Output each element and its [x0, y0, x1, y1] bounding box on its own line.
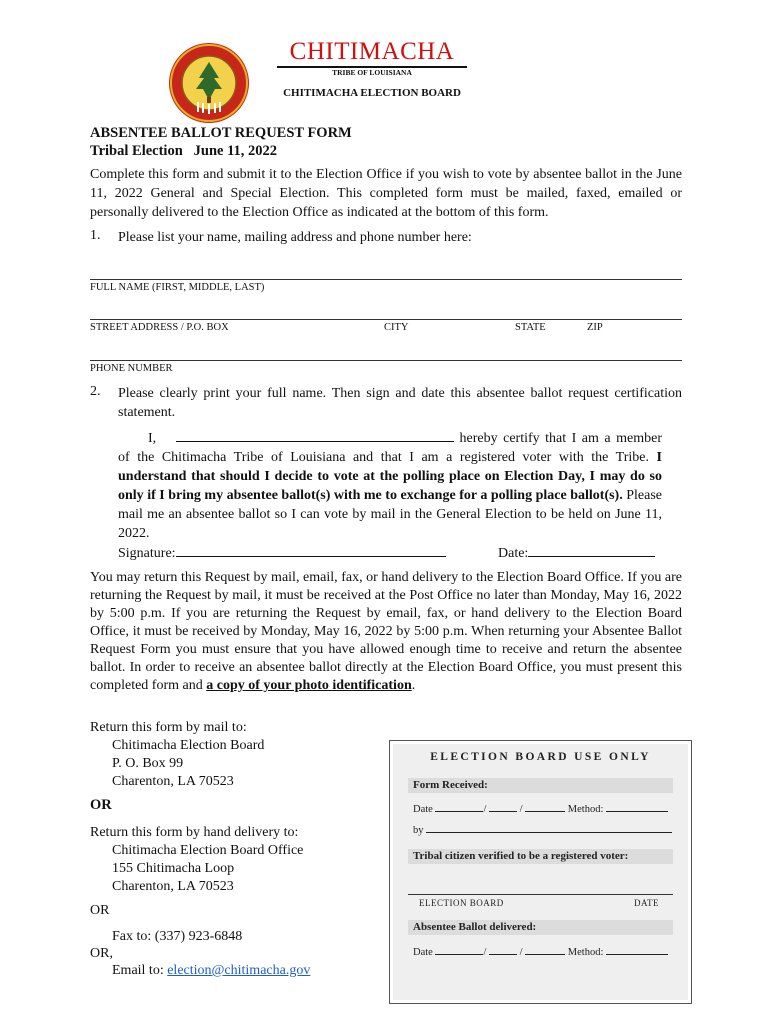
or-comma: OR,	[90, 946, 113, 961]
received-method-field[interactable]	[606, 802, 668, 812]
mail-section	[90, 719, 264, 791]
form-subtitle: Tribal Election June 11, 2022	[90, 143, 278, 159]
cert-text: hereby certify that I am a member of the Chitimacha Tribe of Louisiana and that I am a registered voter with the Tribe.	[118, 431, 662, 465]
form-title: ABSENTEE BALLOT REQUEST FORM	[90, 125, 352, 141]
cert-i: I,	[148, 431, 157, 446]
address-field[interactable]	[90, 319, 682, 320]
election-board-inner	[393, 744, 688, 1000]
date-label: Date:	[498, 546, 529, 561]
election-board-title: ELECTION BOARD USE ONLY	[430, 751, 651, 763]
received-method-label: Method:	[567, 804, 604, 815]
date-field[interactable]	[528, 543, 655, 557]
delivered-month-field[interactable]	[435, 945, 483, 955]
received-year-field[interactable]	[525, 802, 565, 812]
email-label: Email to:	[112, 963, 168, 978]
tribal-seal-logo	[168, 42, 250, 124]
received-day-field[interactable]	[489, 802, 517, 812]
org-subtitle: TRIBE OF LOUISIANA	[332, 68, 412, 77]
delivered-method-field[interactable]	[606, 945, 668, 955]
date-row	[498, 543, 655, 562]
board-name: CHITIMACHA ELECTION BOARD	[283, 87, 461, 99]
received-month-field[interactable]	[435, 802, 483, 812]
mail-line: P. O. Box 99	[112, 756, 184, 771]
delivered-method-label: Method:	[567, 947, 604, 958]
email-link[interactable]: election@chitimacha.gov	[167, 963, 311, 978]
hand-line: 155 Chitimacha Loop	[112, 861, 235, 876]
mail-line: Chitimacha Election Board	[112, 738, 265, 753]
received-by-field[interactable]	[426, 823, 672, 833]
or-bold: OR	[90, 797, 112, 813]
delivered-date-row	[413, 945, 668, 958]
date-slash: /	[519, 804, 523, 815]
email-line	[112, 963, 310, 979]
received-date-label: Date	[413, 804, 433, 815]
cert-bold-text: I understand that should I decide to vote at the polling place on Election Day, I may do so only if I bring my absentee ballot(s) with me to exchange for a polling place ballot(s).	[118, 450, 662, 503]
delivered-band: Absentee Ballot delivered:	[408, 920, 673, 935]
date-slash: /	[483, 804, 487, 815]
item2-number: 2.	[90, 384, 101, 399]
full-name-field[interactable]	[90, 279, 682, 280]
state-label: STATE	[515, 322, 546, 333]
delivered-year-field[interactable]	[525, 945, 565, 955]
cert-end-text: Please mail me an absentee ballot so I can vote by mail in the General Election to be held on June 11, 2022.	[118, 488, 662, 541]
return-paragraph	[90, 569, 682, 695]
hand-line: Charenton, LA 70523	[112, 879, 234, 894]
return-text: You may return this Request by mail, email, fax, or hand delivery to the Election Board Office. If you are returning the Request by mail, it must be received at the Post Office no later than Monday, May 16, 2022 by 5:00 p.m. If you are returning the Request by email, fax, or hand delivery to the Election Board Office, it must be received by Monday, May 16, 2022 by 5:00 p.m. When returning your Absentee Ballot Request Form you must ensure that you have allowed enough time to receive and return the absentee ballot. In order to receive an absentee ballot directly at the Election Board Office, you must present this completed form and	[90, 570, 682, 693]
item2-text: Please clearly print your full name. Then sign and date this absentee ballot request certification statement.	[118, 386, 682, 420]
city-label: CITY	[384, 322, 409, 333]
signature-label: Signature:	[118, 546, 176, 561]
date-caption: DATE	[634, 898, 659, 908]
election-board-caption: ELECTION BOARD	[419, 898, 504, 908]
received-date-row	[413, 802, 668, 815]
form-title-block	[90, 124, 682, 160]
mail-heading: Return this form by mail to:	[90, 720, 247, 735]
verified-band: Tribal citizen verified to be a registered voter:	[408, 849, 673, 864]
phone-field[interactable]	[90, 360, 682, 361]
hand-line: Chitimacha Election Board Office	[112, 843, 304, 858]
certification-statement	[118, 428, 662, 543]
photo-id-requirement: a copy of your photo identification	[206, 678, 412, 693]
or-plain: OR	[90, 903, 110, 918]
phone-label: PHONE NUMBER	[90, 363, 173, 374]
item1-number: 1.	[90, 228, 101, 243]
hand-heading: Return this form by hand delivery to:	[90, 825, 299, 840]
form-received-band: Form Received:	[408, 778, 673, 793]
date-slash: /	[483, 947, 487, 958]
street-label: STREET ADDRESS / P.O. BOX	[90, 322, 229, 333]
fax-line: Fax to: (337) 923-6848	[112, 929, 243, 944]
election-board-signature-field[interactable]	[408, 894, 673, 895]
item1-text: Please list your name, mailing address and phone number here:	[118, 230, 472, 245]
zip-label: ZIP	[587, 322, 603, 333]
org-name: CHITIMACHA	[289, 38, 455, 65]
return-period: .	[411, 678, 416, 693]
signature-row	[118, 543, 446, 562]
hand-delivery-section	[90, 824, 303, 896]
date-slash: /	[519, 947, 523, 958]
signature-field[interactable]	[176, 543, 446, 557]
full-name-label: FULL NAME (FIRST, MIDDLE, LAST)	[90, 282, 265, 293]
delivered-date-label: Date	[413, 947, 433, 958]
election-board-use-box	[389, 740, 692, 1004]
cert-name-field[interactable]	[176, 428, 454, 442]
mail-line: Charenton, LA 70523	[112, 774, 234, 789]
delivered-day-field[interactable]	[489, 945, 517, 955]
by-label: by	[413, 825, 424, 836]
received-by-row	[413, 823, 672, 836]
intro-paragraph: Complete this form and submit it to the Election Office if you wish to vote by absentee ballot in the June 11, 2022 General and Special Election. This completed form must be mailed, faxed, emailed or personally delivered to the Election Office as indicated at the bottom of this form.	[90, 167, 682, 220]
